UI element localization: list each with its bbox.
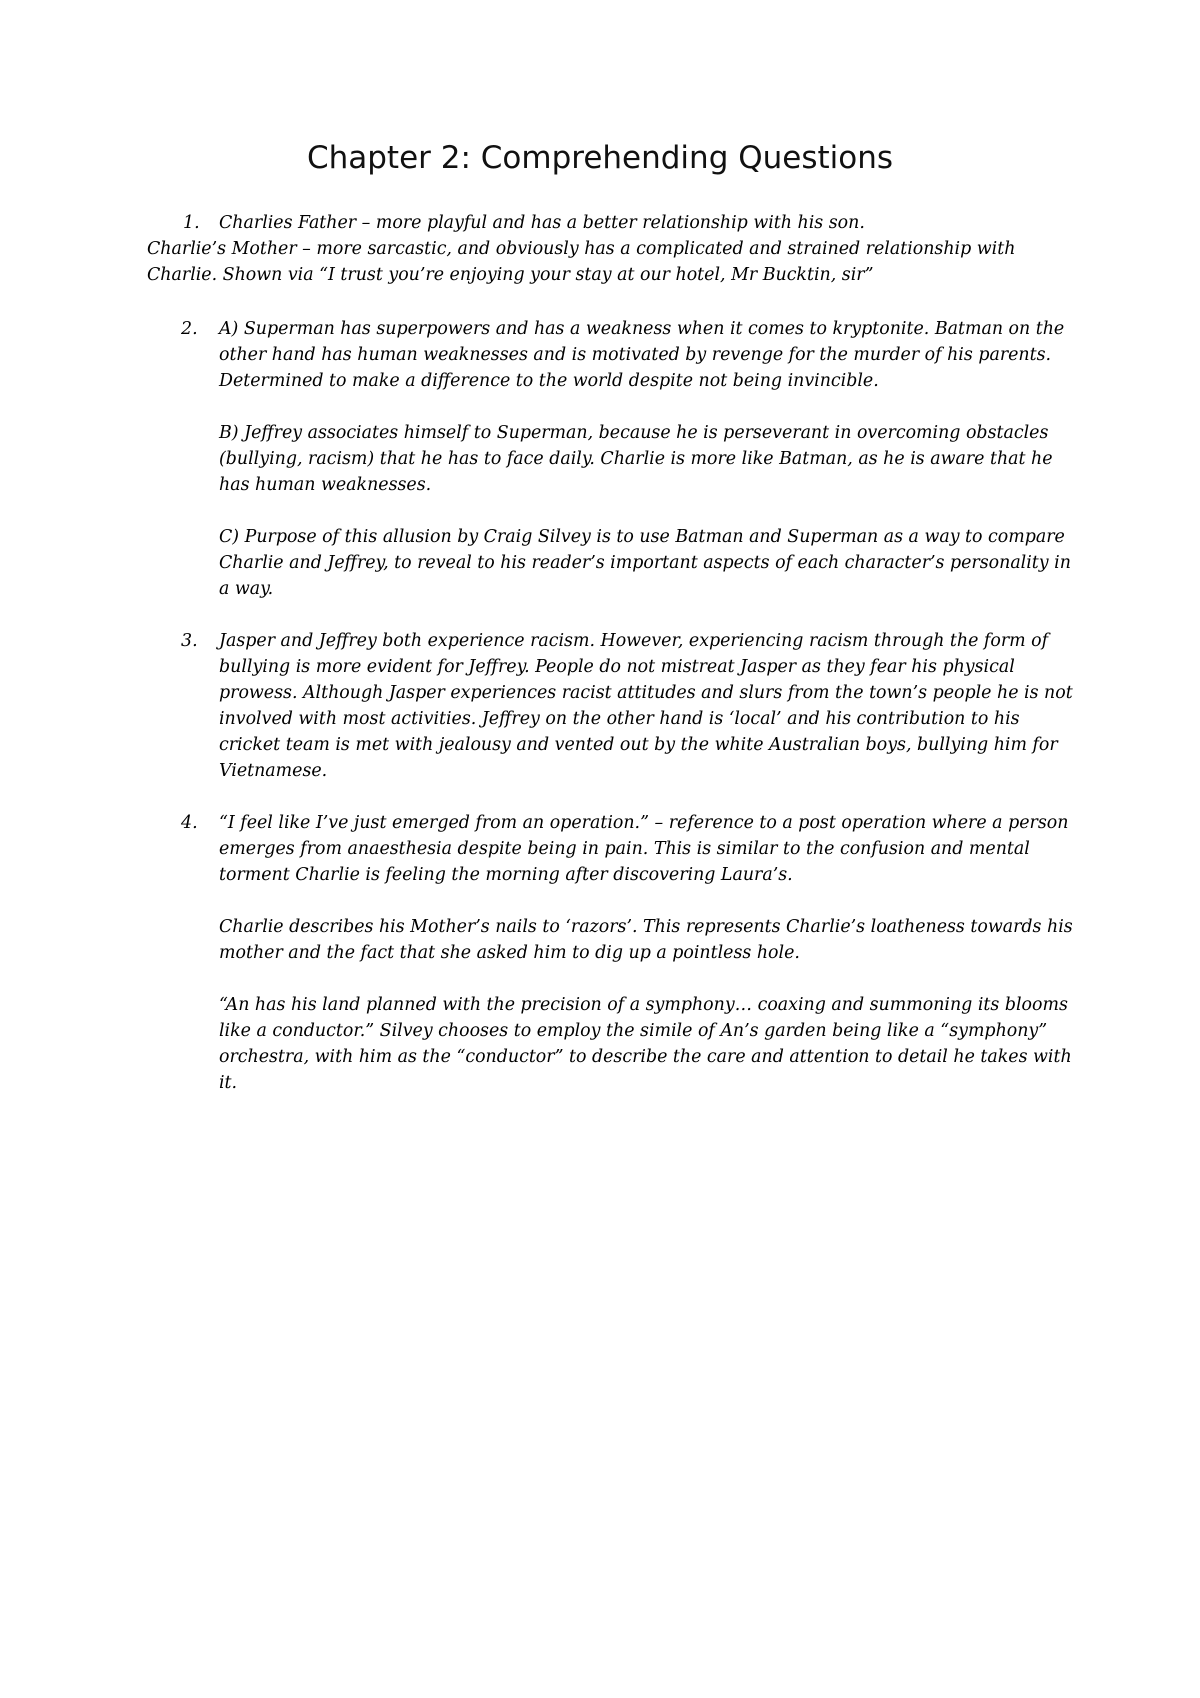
answer-2-number: 2. [181, 319, 198, 339]
answer-1-rest: Charlie’s Mother – more sarcastic, and obviously has a complicated and strained relationship with Charlie. Shown via “I trust you’re enjoying your stay at our hotel, Mr Bucktin, sir” [147, 239, 1016, 285]
page-title: Chapter 2: Comprehending Questions [306, 140, 894, 176]
answer-3-text: Jasper and Jeffrey both experience racism. However, experiencing racism through the form of bullying is more evident for Jeffrey. People do not mistreat Jasper as they fear his physical prowess. Although Jasper experiences racist attitudes and slurs from the town’s people he is not involved with most activities. Jeffrey on the other hand is ‘local’ and his contribution to his cricket team is met with jealousy and vented out by the white Australian boys, bullying him for Vietnamese. [219, 631, 1073, 781]
answer-4 [181, 810, 1079, 1096]
answer-4b: Charlie describes his Mother’s nails to ‘razors’. This represents Charlie’s loatheness towards his mother and the fact that she asked him to dig up a pointless hole. [219, 917, 1073, 963]
answer-3 [181, 628, 1079, 784]
answer-1-first-line [147, 210, 1067, 236]
answer-4a: “I feel like I’ve just emerged from an operation.” – reference to a post operation where a person emerges from anaesthesia despite being in pain. This is similar to the confusion and mental torment Charlie is feeling the morning after discovering Laura’s. [219, 813, 1069, 885]
answer-3-number: 3. [181, 631, 198, 651]
answer-2c: C) Purpose of this allusion by Craig Silvey is to use Batman and Superman as a way to compare Charlie and Jeffrey, to reveal to his reader’s important aspects of each character’s personality in a way. [219, 527, 1071, 599]
answer-4c: “An has his land planned with the precision of a symphony… coaxing and summoning its blooms like a conductor.” Silvey chooses to employ the simile of An’s garden being like a “symphony” orchestra, with him as the “conductor” to describe the care and attention to detail he takes with it. [219, 995, 1072, 1093]
answer-1-line1: Charlies Father – more playful and has a better relationship with his son. [219, 213, 865, 233]
answer-2b: B) Jeffrey associates himself to Superman, because he is perseverant in overcoming obstacles (bullying, racism) that he has to face daily. Charlie is more like Batman, as he is aware that he has human weaknesses. [219, 423, 1053, 495]
answer-4-number: 4. [181, 813, 198, 833]
answer-1-number: 1. [183, 213, 200, 233]
answer-2a: A) Superman has superpowers and has a weakness when it comes to kryptonite. Batman on the other hand has human weaknesses and is motivated by revenge for the murder of his parents. Determined to make a difference to the world despite not being invincible. [219, 319, 1065, 391]
answer-2 [181, 316, 1079, 602]
answer-1 [147, 210, 1067, 288]
